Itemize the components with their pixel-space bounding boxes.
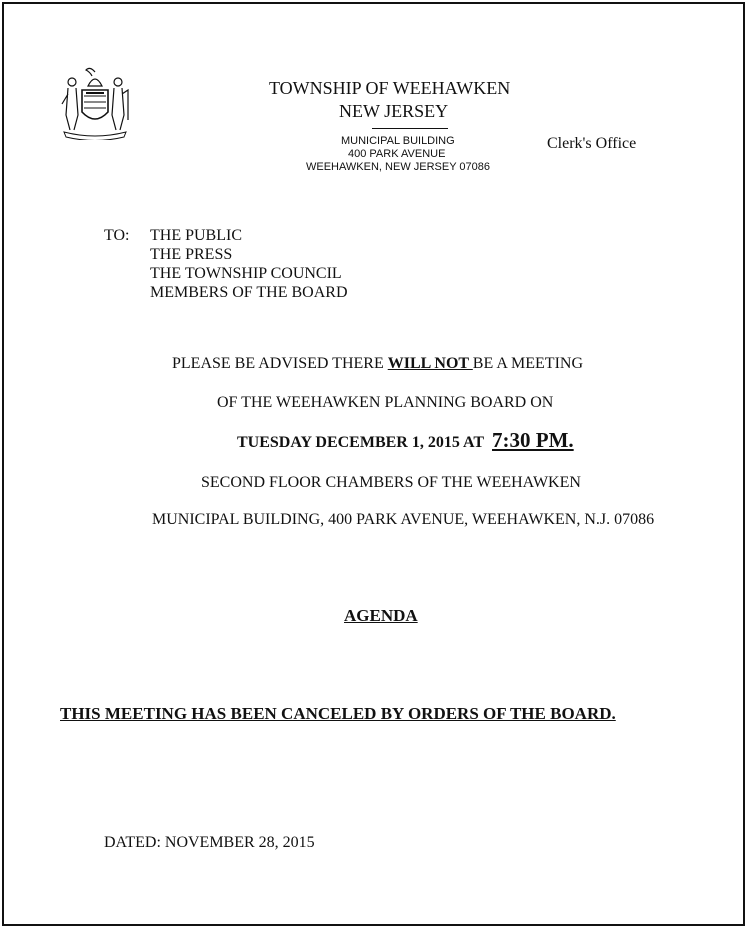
address-street: 400 PARK AVENUE: [348, 148, 446, 160]
agenda-heading: AGENDA: [344, 606, 418, 625]
recipient-board: MEMBERS OF THE BOARD: [150, 284, 348, 301]
will-not-emphasis: WILL NOT: [387, 355, 473, 372]
letterhead-title: TOWNSHIP OF WEEHAWKEN: [269, 78, 511, 98]
address-building: MUNICIPAL BUILDING: [341, 135, 455, 147]
dated-line: DATED: NOVEMBER 28, 2015: [104, 834, 315, 851]
meeting-time: 7:30 PM.: [492, 428, 574, 452]
recipient-public: THE PUBLIC: [150, 227, 242, 244]
recipient-press: THE PRESS: [150, 246, 233, 263]
to-label: TO:: [104, 227, 130, 244]
notice-line-1-after: BE A MEETING: [472, 355, 584, 372]
cancellation-notice: THIS MEETING HAS BEEN CANCELED BY ORDERS OF THE BOARD.: [60, 704, 616, 723]
letterhead-rule: [372, 128, 448, 129]
recipient-council: THE TOWNSHIP COUNCIL: [150, 265, 342, 282]
notice-line-5: MUNICIPAL BUILDING, 400 PARK AVENUE, WEEHAWKEN, N.J. 07086: [152, 511, 655, 528]
meeting-datetime: [237, 428, 574, 453]
notice-line-2: OF THE WEEHAWKEN PLANNING BOARD ON: [217, 394, 554, 411]
meeting-date: TUESDAY DECEMBER 1, 2015 AT: [237, 434, 485, 451]
notice-line-4: SECOND FLOOR CHAMBERS OF THE WEEHAWKEN: [201, 474, 581, 491]
notice-line-1-before: PLEASE BE ADVISED THERE: [172, 355, 388, 372]
notice-line-1: [172, 355, 583, 373]
clerks-office-label: Clerk's Office: [547, 135, 637, 152]
address-city: WEEHAWKEN, NEW JERSEY 07086: [306, 161, 490, 173]
nj-state-seal-icon: [60, 60, 130, 140]
letterhead-state: NEW JERSEY: [339, 101, 449, 121]
